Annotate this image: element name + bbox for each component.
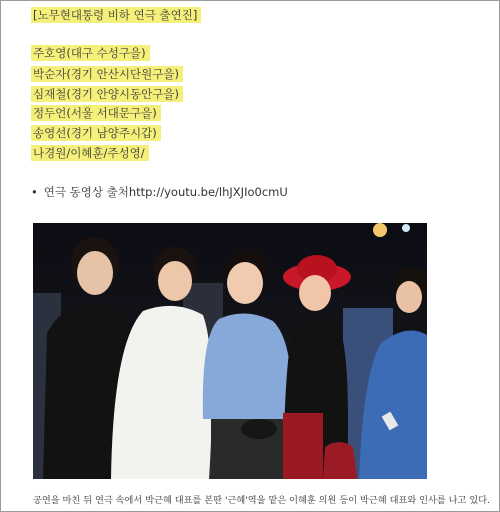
cast-heading: [노무현대통령 비하 연극 출연진] (31, 7, 201, 23)
cast-member-5: 송영선(경기 남양주시갑) (31, 125, 161, 141)
cast-member-1: 주호영(대구 수성구을) (31, 45, 150, 61)
stage-light (373, 223, 387, 237)
cast-member-2: 박순자(경기 안산시단원구을) (31, 66, 183, 82)
event-photo-illustration (33, 223, 427, 479)
event-photo (33, 223, 427, 479)
cast-member-3: 심재철(경기 안양시동안구을) (31, 86, 183, 102)
cast-member-4: 정두언(서울 서대문구을) (31, 105, 161, 121)
video-source-line (31, 184, 288, 200)
video-source-link[interactable]: 연극 동영상 출처http://youtu.be/lhJXJIo0cmU (43, 185, 288, 199)
photo-caption: 공연을 마친 뒤 연극 속에서 박근혜 대표를 본딴 '근혜'역을 맡은 이혜훈 의원 등이 박근혜 대표와 인사를 나고 있다. (33, 495, 490, 506)
cast-member-6: 나경원/이혜훈/주성영/ (31, 145, 149, 161)
bullet-icon: • (31, 185, 38, 199)
